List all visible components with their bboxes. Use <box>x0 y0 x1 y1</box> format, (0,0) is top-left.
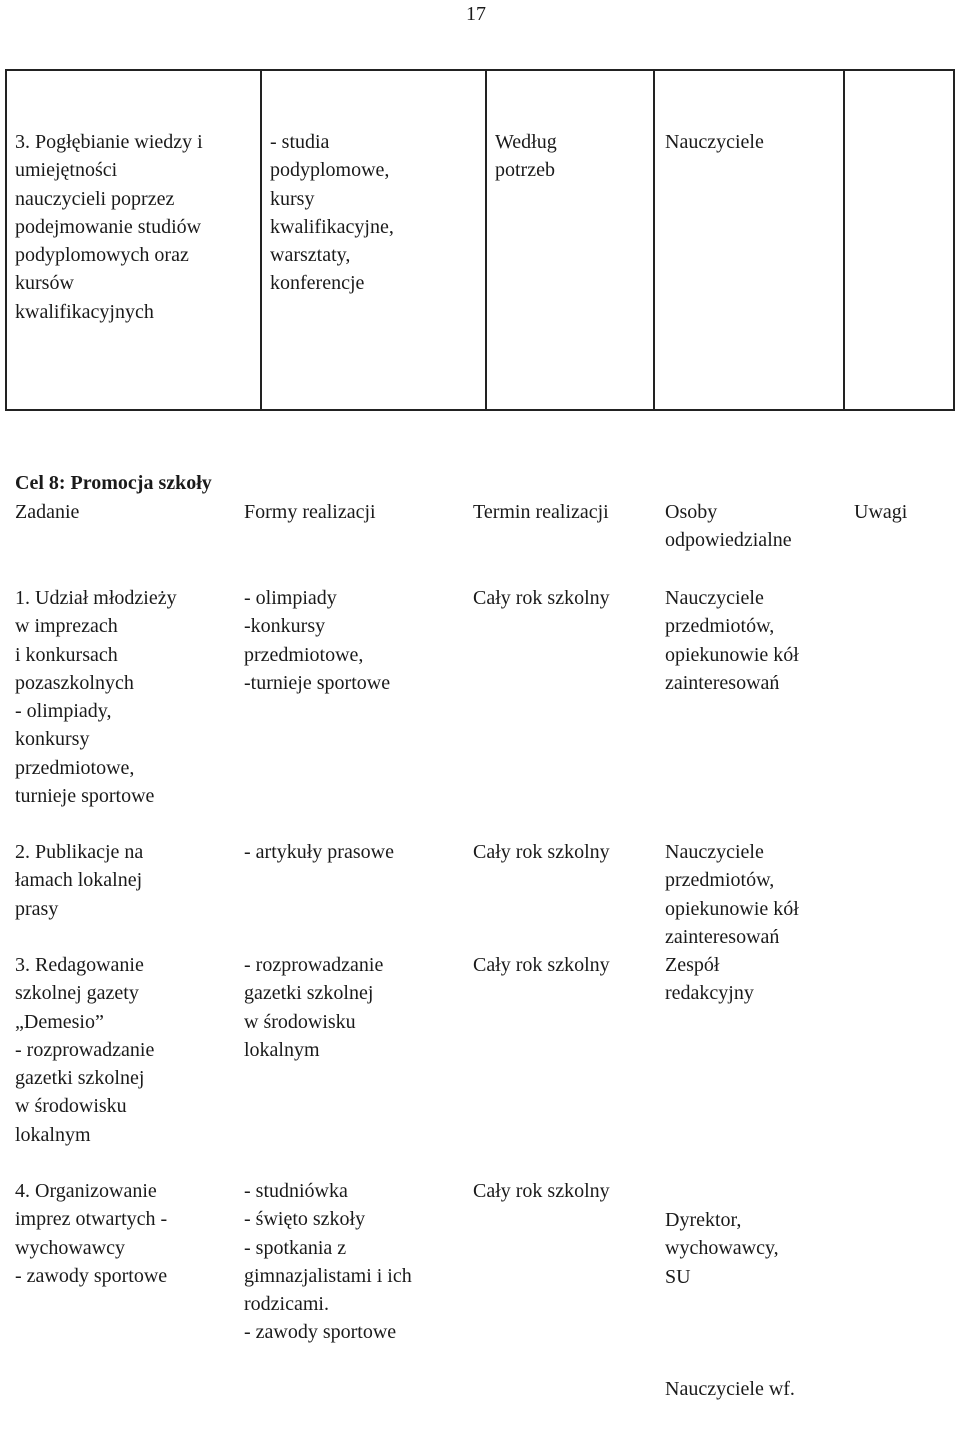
header-responsible: Osoby odpowiedzialne <box>665 501 792 552</box>
header-task: Zadanie <box>15 501 80 523</box>
row-2-forms: - artykuły prasowe <box>244 841 394 863</box>
task-cell: 3. Pogłębianie wiedzy i umiejętności nauczycieli poprzez podejmowanie studiów podyplomowych oraz kursów kwalifikacyjnych <box>15 131 203 323</box>
forms-cell: - studia podyplomowe, kursy kwalifikacyjne, warsztaty, konferencje <box>270 131 394 295</box>
row-3-responsible: Zespół redakcyjny <box>665 954 754 1005</box>
row-3-task: 3. Redagowanie szkolnej gazety „Demesio” - rozprowadzanie gazetki szkolnej w środowisku lokalnym <box>15 954 155 1146</box>
header-term: Termin realizacji <box>473 501 609 523</box>
column-divider <box>260 71 262 409</box>
row-4-task: 4. Organizowanie imprez otwartych - wychowawcy - zawody sportowe <box>15 1180 168 1287</box>
page-number: 17 <box>466 3 486 25</box>
row-2-task: 2. Publikacje na łamach lokalnej prasy <box>15 841 144 920</box>
column-divider <box>485 71 487 409</box>
goal-heading: Cel 8: Promocja szkoły <box>15 472 212 494</box>
row-4-responsible: Dyrektor, wychowawcy, SU <box>665 1209 779 1288</box>
row-1-task: 1. Udział młodzieży w imprezach i konkursach pozaszkolnych - olimpiady, konkursy przedmiotowe, turnieje sportowe <box>15 587 177 808</box>
header-notes: Uwagi <box>854 501 908 523</box>
row-3-term: Cały rok szkolny <box>473 954 610 976</box>
term-cell: Według potrzeb <box>495 131 557 182</box>
column-divider <box>843 71 845 409</box>
row-4-responsible-extra: Nauczyciele wf. <box>665 1378 795 1400</box>
row-3-forms: - rozprowadzanie gazetki szkolnej w środowisku lokalnym <box>244 954 384 1061</box>
responsible-cell: Nauczyciele <box>665 131 764 153</box>
row-4-forms: - studniówka - święto szkoły - spotkania z gimnazjalistami i ich rodzicami. - zawody sportowe <box>244 1180 412 1344</box>
header-forms: Formy realizacji <box>244 501 376 523</box>
row-2-responsible: Nauczyciele przedmiotów, opiekunowie kół zainteresowań <box>665 841 799 948</box>
column-divider <box>653 71 655 409</box>
row-1-forms: - olimpiady -konkursy przedmiotowe, -turnieje sportowe <box>244 587 391 694</box>
row-1-responsible: Nauczyciele przedmiotów, opiekunowie kół zainteresowań <box>665 587 799 694</box>
row-2-term: Cały rok szkolny <box>473 841 610 863</box>
row-1-term: Cały rok szkolny <box>473 587 610 609</box>
row-4-term: Cały rok szkolny <box>473 1180 610 1202</box>
